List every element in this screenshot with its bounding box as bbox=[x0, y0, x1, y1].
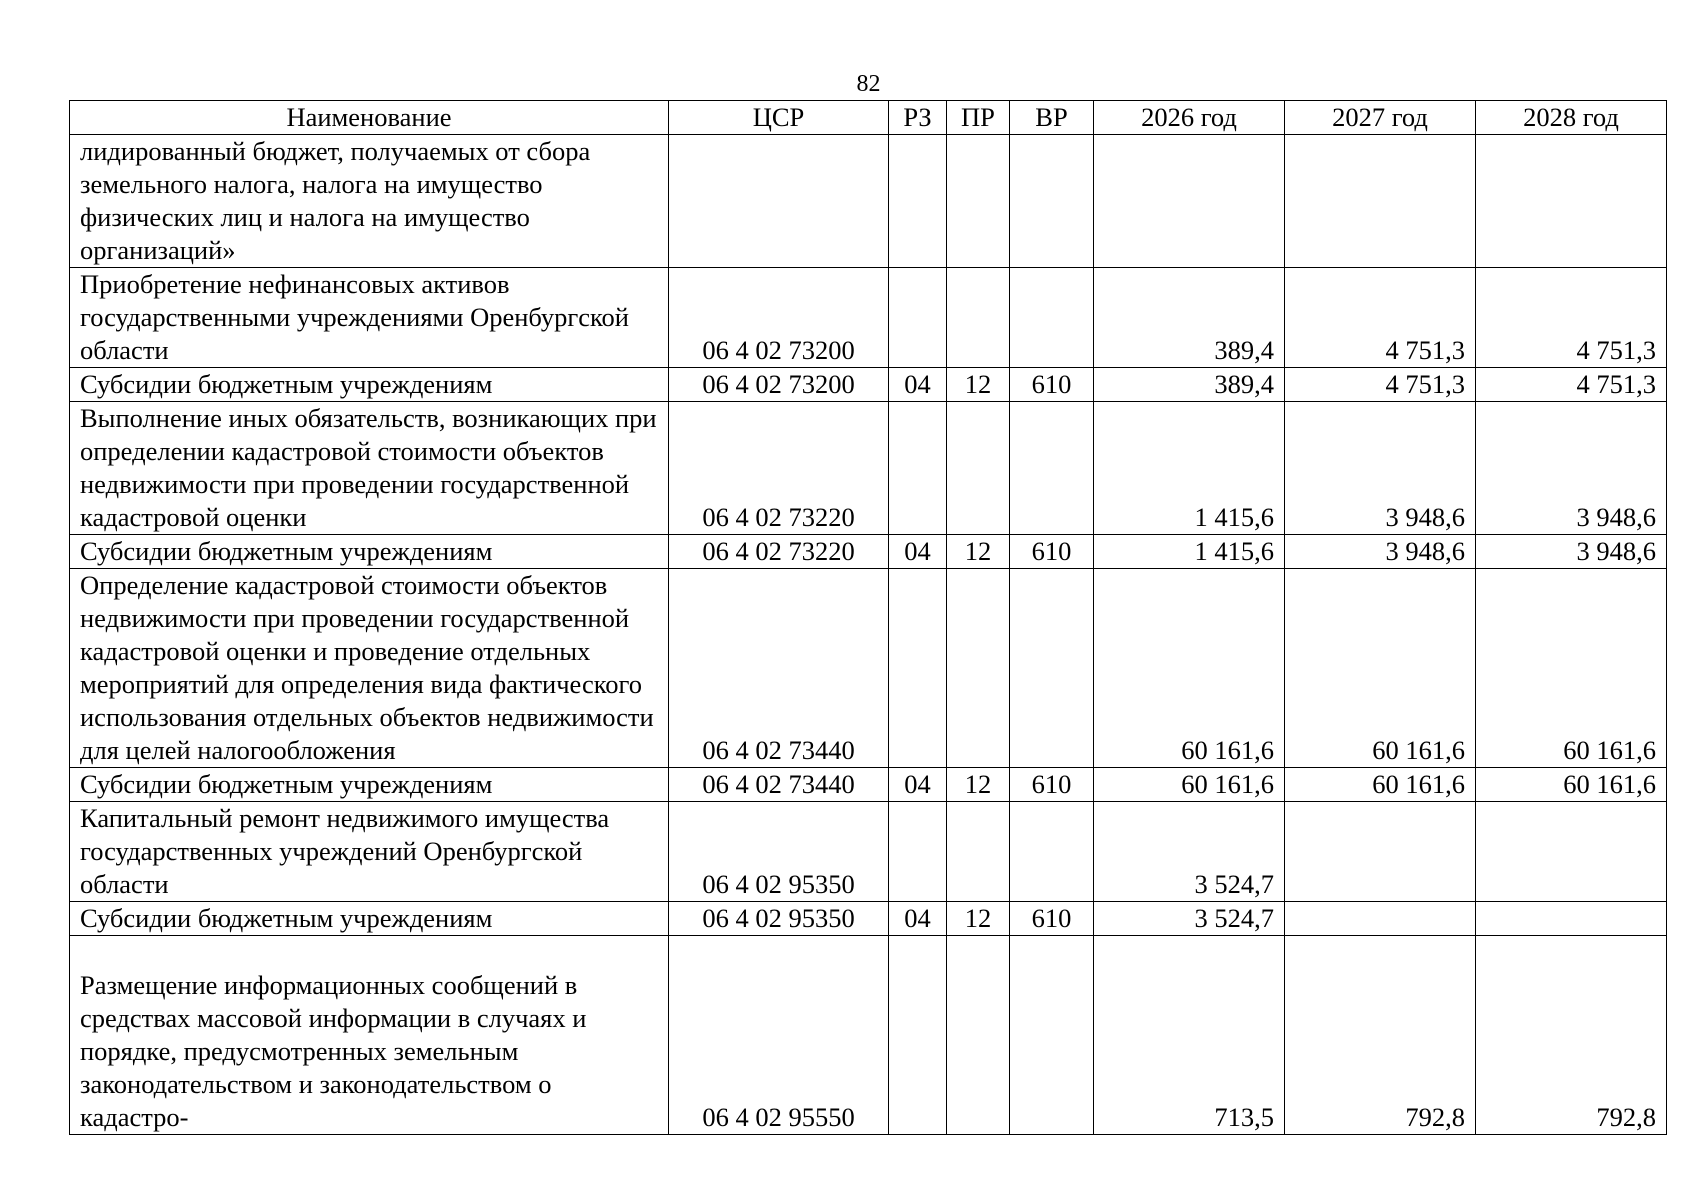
row-rz bbox=[889, 569, 947, 768]
row-2026: 60 161,6 bbox=[1094, 768, 1285, 802]
row-name-cell bbox=[70, 936, 669, 1135]
row-2026: 3 524,7 bbox=[1094, 802, 1285, 902]
row-csr: 06 4 02 73200 bbox=[669, 368, 889, 402]
column-header-rz: РЗ bbox=[889, 101, 947, 135]
row-name: Размещение информационных сообщений в средствах массовой информации в случаях и порядке, предусмотренных земельным законодательством и законодательством о кадастро- bbox=[80, 970, 587, 1132]
row-name: Приобретение нефинансовых активов государственными учреждениями Оренбургской области bbox=[70, 268, 669, 368]
row-vr: 610 bbox=[1010, 768, 1094, 802]
row-2027 bbox=[1285, 802, 1476, 902]
table-row bbox=[70, 569, 1667, 768]
row-2027: 792,8 bbox=[1285, 936, 1476, 1135]
row-2026: 389,4 bbox=[1094, 368, 1285, 402]
row-vr bbox=[1010, 569, 1094, 768]
row-rz bbox=[889, 802, 947, 902]
row-rz bbox=[889, 135, 947, 268]
row-2026: 1 415,6 bbox=[1094, 402, 1285, 535]
row-csr: 06 4 02 73440 bbox=[669, 768, 889, 802]
row-csr bbox=[669, 135, 889, 268]
row-2027 bbox=[1285, 902, 1476, 936]
row-vr bbox=[1010, 802, 1094, 902]
column-header-name: Наименование bbox=[70, 101, 669, 135]
row-2028 bbox=[1476, 902, 1667, 936]
column-header-2027: 2027 год bbox=[1285, 101, 1476, 135]
table-row bbox=[70, 902, 1667, 936]
table-header-row bbox=[70, 101, 1667, 135]
row-2026 bbox=[1094, 135, 1285, 268]
row-2028: 4 751,3 bbox=[1476, 268, 1667, 368]
row-pr: 12 bbox=[947, 768, 1010, 802]
row-rz: 04 bbox=[889, 535, 947, 569]
table-row bbox=[70, 268, 1667, 368]
column-header-pr: ПР bbox=[947, 101, 1010, 135]
row-2027: 4 751,3 bbox=[1285, 268, 1476, 368]
row-vr: 610 bbox=[1010, 535, 1094, 569]
row-2026: 3 524,7 bbox=[1094, 902, 1285, 936]
row-2028 bbox=[1476, 802, 1667, 902]
row-vr: 610 bbox=[1010, 902, 1094, 936]
table-row bbox=[70, 936, 1667, 1135]
row-pr bbox=[947, 569, 1010, 768]
column-header-csr: ЦСР bbox=[669, 101, 889, 135]
budget-table bbox=[69, 100, 1667, 1135]
row-2026: 389,4 bbox=[1094, 268, 1285, 368]
row-name: Субсидии бюджетным учреждениям bbox=[70, 768, 669, 802]
row-pr bbox=[947, 402, 1010, 535]
row-rz bbox=[889, 936, 947, 1135]
row-top-spacer bbox=[80, 936, 658, 969]
row-name: Субсидии бюджетным учреждениям bbox=[70, 535, 669, 569]
row-rz: 04 bbox=[889, 768, 947, 802]
row-name: Выполнение иных обязательств, возникающих при определении кадастровой стоимости объектов недвижимости при проведении государственной кадастровой оценки bbox=[70, 402, 669, 535]
row-2028: 3 948,6 bbox=[1476, 535, 1667, 569]
row-pr bbox=[947, 135, 1010, 268]
row-rz: 04 bbox=[889, 902, 947, 936]
row-vr bbox=[1010, 135, 1094, 268]
row-csr: 06 4 02 95350 bbox=[669, 902, 889, 936]
row-pr bbox=[947, 268, 1010, 368]
row-name: лидированный бюджет, получаемых от сбора земельного налога, налога на имущество физических лиц и налога на имущество организаций» bbox=[70, 135, 669, 268]
table-row bbox=[70, 402, 1667, 535]
row-csr: 06 4 02 95350 bbox=[669, 802, 889, 902]
table-row bbox=[70, 768, 1667, 802]
row-2026: 60 161,6 bbox=[1094, 569, 1285, 768]
row-2028: 60 161,6 bbox=[1476, 569, 1667, 768]
row-pr: 12 bbox=[947, 902, 1010, 936]
column-header-vr: ВР bbox=[1010, 101, 1094, 135]
row-2026: 1 415,6 bbox=[1094, 535, 1285, 569]
row-name: Субсидии бюджетным учреждениям bbox=[70, 902, 669, 936]
row-csr: 06 4 02 73220 bbox=[669, 402, 889, 535]
row-vr bbox=[1010, 268, 1094, 368]
row-rz bbox=[889, 402, 947, 535]
row-name: Субсидии бюджетным учреждениям bbox=[70, 368, 669, 402]
column-header-2028: 2028 год bbox=[1476, 101, 1667, 135]
row-2027: 3 948,6 bbox=[1285, 535, 1476, 569]
column-header-2026: 2026 год bbox=[1094, 101, 1285, 135]
row-2028: 4 751,3 bbox=[1476, 368, 1667, 402]
table-row bbox=[70, 535, 1667, 569]
row-csr: 06 4 02 73440 bbox=[669, 569, 889, 768]
row-csr: 06 4 02 73220 bbox=[669, 535, 889, 569]
row-2027: 60 161,6 bbox=[1285, 569, 1476, 768]
row-name: Капитальный ремонт недвижимого имущества государственных учреждений Оренбургской области bbox=[70, 802, 669, 902]
row-vr bbox=[1010, 936, 1094, 1135]
row-2026: 713,5 bbox=[1094, 936, 1285, 1135]
row-2028: 60 161,6 bbox=[1476, 768, 1667, 802]
row-2027: 3 948,6 bbox=[1285, 402, 1476, 535]
row-csr: 06 4 02 73200 bbox=[669, 268, 889, 368]
row-vr: 610 bbox=[1010, 368, 1094, 402]
row-pr: 12 bbox=[947, 535, 1010, 569]
table-row bbox=[70, 368, 1667, 402]
row-2028: 3 948,6 bbox=[1476, 402, 1667, 535]
row-pr bbox=[947, 936, 1010, 1135]
row-csr: 06 4 02 95550 bbox=[669, 936, 889, 1135]
row-2028: 792,8 bbox=[1476, 936, 1667, 1135]
table-row bbox=[70, 802, 1667, 902]
row-2027 bbox=[1285, 135, 1476, 268]
row-2027: 60 161,6 bbox=[1285, 768, 1476, 802]
row-rz: 04 bbox=[889, 368, 947, 402]
row-2027: 4 751,3 bbox=[1285, 368, 1476, 402]
row-name: Определение кадастровой стоимости объектов недвижимости при проведении государственной кадастровой оценки и проведение отдельных мероприятий для определения вида фактического использования отдельных объектов недвижимости для целей налогообложения bbox=[70, 569, 669, 768]
row-vr bbox=[1010, 402, 1094, 535]
row-pr: 12 bbox=[947, 368, 1010, 402]
table-row bbox=[70, 135, 1667, 268]
page-number: 82 bbox=[856, 71, 881, 97]
row-pr bbox=[947, 802, 1010, 902]
row-2028 bbox=[1476, 135, 1667, 268]
row-rz bbox=[889, 268, 947, 368]
